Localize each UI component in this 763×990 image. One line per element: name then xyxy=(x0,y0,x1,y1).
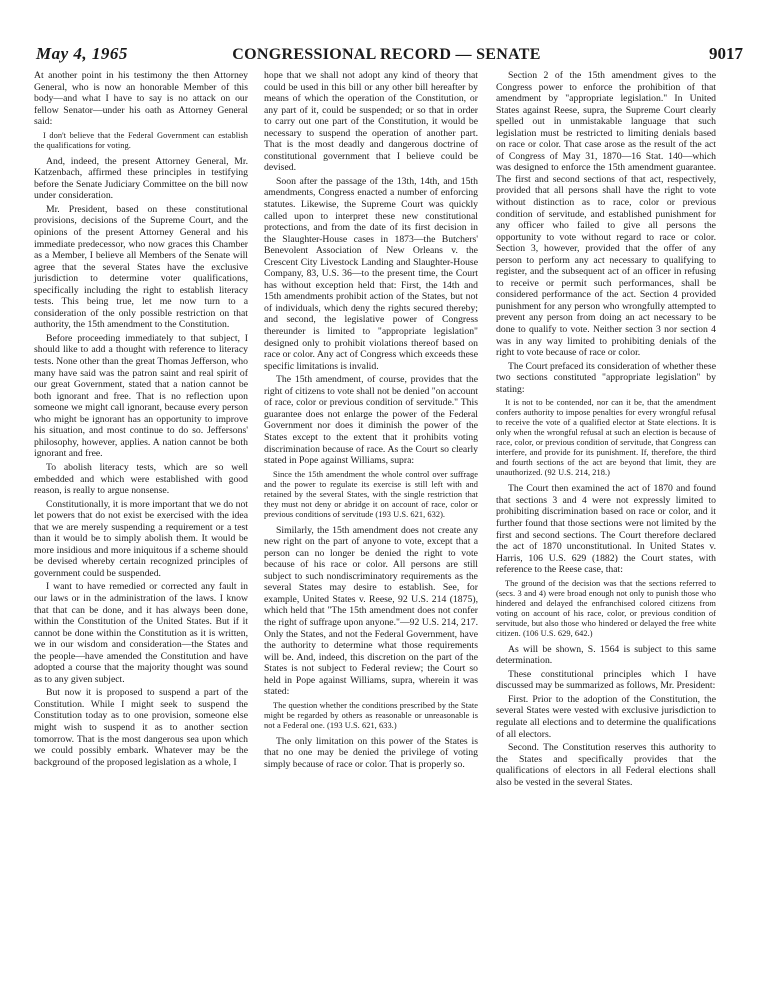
header-date: May 4, 1965 xyxy=(36,44,128,63)
paragraph: These constitutional principles which I have discussed may be summarized as follows, Mr. President: xyxy=(496,668,716,692)
block-quote: Since the 15th amendment the whole control over suffrage and the power to regulate its exercise is still left with and retained by the several States, with the single restriction that they must not deny or abridge it on account of race, color or previous conditions of servitude (193 U.S. 621, 632). xyxy=(264,469,478,519)
paragraph-continued: hope that we shall not adopt any kind of theory that could be used in this bill or any other bill hereafter by means of which the operation of the Constitution, or any part of it, could be suspended; or so that in order to carry out one part of the Constitution, it would be necessary to suspend the operation of another part. That is the most deadly and dangerous doctrine of constitutional government that I believe could be devised. xyxy=(264,70,478,174)
block-quote: It is not to be contended, nor can it be, that the amendment confers authority to impose penalties for every wrongful refusal to receive the vote of a qualified elector at State elections. It is only when the wrongful refusal at such an election is because of race, color, or previous condition of servitude, that Congress can interfere, and provide for its punishment. If, therefore, the third and fourth sections of the act are beyond that limit, they are unauthorized. (92 U.S. 214, 218.) xyxy=(496,398,716,478)
paragraph: Before proceeding immediately to that subject, I should like to add a thought with reference to literacy tests. None other than the great Thomas Jefferson, who many have said was the patron saint and real spirit of our great Government, stated that a nation cannot be both ignorant and free. That is no reflection upon someone we might call ignorant, because every person who might be ignorant has an opportunity to improve his situation, and most continue to do so. Jeffersons' philosophy, however, applies. A nation cannot be both ignorant and free. xyxy=(34,332,248,460)
header-title: CONGRESSIONAL RECORD — SENATE xyxy=(232,46,541,63)
paragraph: Constitutionally, it is more important that we do not let powers that do not exist be exercised with the idea that we are merely suspending a requirement or a test than it would be to simply abolish them. It would be more insidious and more iniquitous if a scheme should be devised whereby certain recognized principles of government could be suspended. xyxy=(34,498,248,579)
paragraph: But now it is proposed to suspend a part of the Constitution. While I might seek to suspend the Constitution today as to one provision, someone else might wish to suspend it as to another section tomorrow. That is the most dangerous sea upon which we could possibly embark. Whatever may be the background of the proposed legislation as a whole, I xyxy=(34,687,248,768)
paragraph: The only limitation on this power of the States is that no one may be denied the privilege of voting simply because of race or color. That is properly so. xyxy=(264,735,478,770)
paragraph: Second. The Constitution reserves this authority to the States and specifically provides that the qualifications of electors in all Federal elections shall also be vested in the several States. xyxy=(496,742,716,788)
paragraph: First. Prior to the adoption of the Constitution, the several States were vested with exclusive jurisdiction to regulate all elections and to determine the qualifications of all electors. xyxy=(496,693,716,740)
paragraph: As will be shown, S. 1564 is subject to this same determination. xyxy=(496,643,716,667)
paragraph: Soon after the passage of the 13th, 14th, and 15th amendments, Congress enacted a number of enforcing statutes. Likewise, the Supreme Court was quickly called upon to interpret these new constitutional protections, and from the date of its first decision in the Slaughter-House cases in 1873—the Butchers' Benevolent Association of New Orleans v. the Crescent City Livestock Landing and Slaughter-House Company, 83, U.S. 36—to the present time, the Court has without exception held that: First, the 14th and 15th amendments prohibit action of the States, but not of individuals, which deny the rights secured thereby; and second, the legislative power of Congress thereunder is limited to "appropriate legislation" designed only to prohibit violations thereof based on race or color. Any act of Congress which exceeds these specific limitations is invalid. xyxy=(264,175,478,372)
column-2 xyxy=(264,70,478,772)
paragraph: Mr. President, based on these constitutional provisions, decisions of the Supreme Court, and the opinions of the present Attorney General and his immediate predecessor, who now graces this Chamber as a Member, I believe all Members of the Senate will agree that the several States have the exclusive jurisdiction to determine voter qualifications, specifically including the right to establish literacy tests. This being true, let me now turn to a consideration of the only possible restriction on that authority, the 15th amendment to the Constitution. xyxy=(34,203,248,331)
block-quote: The ground of the decision was that the sections referred to (secs. 3 and 4) were broad enough not only to punish those who hindered and delayed the enfranchised colored citizens from voting on account of his race, color, or previous condition of servitude, but also those who hindered or delayed the free white citizen. (106 U.S. 629, 642.) xyxy=(496,578,716,638)
paragraph: I want to have remedied or corrected any fault in our laws or in the administration of the laws. I know that that can be done, and it has always been done, within the Constitution of the United States. But if it cannot be done within the Constitution as it is written, we in our wisdom and consideration—the States and the people—have amended the Constitution and have adopted a course that the majority thought was sound as to any given subject. xyxy=(34,581,248,685)
column-3 xyxy=(496,70,716,790)
paragraph-continued: At another point in his testimony the then Attorney General, who is now an honorable Member of this body—and what I have to say is no attack on our fellow Senator—under his oath as Attorney General said: xyxy=(34,70,248,128)
paragraph: The Court prefaced its consideration of whether these two sections constituted "appropriate legislation" by stating: xyxy=(496,360,716,395)
paragraph: The Court then examined the act of 1870 and found that sections 3 and 4 were not expressly limited to prohibiting discrimination based on race or color, and it further found that those sections were not limited by the first and second sections. The Court therefore declared the act of 1870 unconstitutional. In United States v. Harris, 106 U.S. 629 (1882) the Court states, with reference to the Reese case, that: xyxy=(496,483,716,576)
page-header xyxy=(30,44,743,70)
paragraph: Section 2 of the 15th amendment gives to the Congress power to enforce the prohibition of that amendment by "appropriate legislation." In United States against Reese, supra, the Supreme Court clearly spelled out in unmistakable language that such legislation must be restricted to limiting denials based on race or color. That case arose as the result of the act of Congress of May 31, 1870—16 Stat. 140—which was designed to enforce the 15th amendment guarantee. The first and second sections of that act, respectively, provided that all persons shall have the right to vote without distinction as to race, color or previous condition of servitude, and established punishment for any officer who failed to give all persons the opportunity to vote without regard to race or color. Section 3, however, provided that the offer of any person to perform any act necessary to qualifying to register, and the subsequent act of an officer in refusing to receive or permit such performances, shall be considered performance of the act. Section 4 provided punishment for any person who wrongfully attempted to prevent any person from doing an act necessary to be done to qualify to vote. Neither section 3 nor section 4 was in any way limited to prohibiting denials of the right to vote because of race or color. xyxy=(496,70,716,359)
paragraph: Similarly, the 15th amendment does not create any new right on the part of anyone to vote, except that a person can no longer be denied the right to vote because of his race or color. All persons are still subject to such nondiscriminatory requirements as the several States may desire to establish. See, for example, United States v. Reese, 92 U.S. 214 (1875), which held that "The 15th amendment does not confer the right of suffrage upon anyone."—92 U.S. 214, 217. Only the States, and not the Federal Government, have the authority to determine what those requirements will be. And, indeed, this discretion on the part of the States is not subject to Federal review; the Court so held in Pope against Williams, supra, wherein it was stated: xyxy=(264,524,478,698)
header-page-number: 9017 xyxy=(709,44,743,63)
paragraph: The 15th amendment, of course, provides that the right of citizens to vote shall not be denied "on account of race, color or previous condition of servitude." This guarantee does not enlarge the power of the Federal Government nor does it diminish the power of the States except to the extent that it prohibits voting discrimination because of race. As the Court so clearly stated in Pope against Williams, supra: xyxy=(264,374,478,467)
block-quote: The question whether the conditions prescribed by the State might be regarded by others as reasonable or unreasonable is not a Federal one. (193 U.S. 621, 633.) xyxy=(264,700,478,730)
block-quote: I don't believe that the Federal Government can establish the qualifications for voting. xyxy=(34,130,248,150)
paragraph: And, indeed, the present Attorney General, Mr. Katzenbach, affirmed these principles in testifying before the Senate Judiciary Committee on the bill now under consideration. xyxy=(34,155,248,202)
column-1 xyxy=(34,70,248,770)
paragraph: To abolish literacy tests, which are so well embedded and which were established with good reason, is really to argue nonsense. xyxy=(34,461,248,497)
